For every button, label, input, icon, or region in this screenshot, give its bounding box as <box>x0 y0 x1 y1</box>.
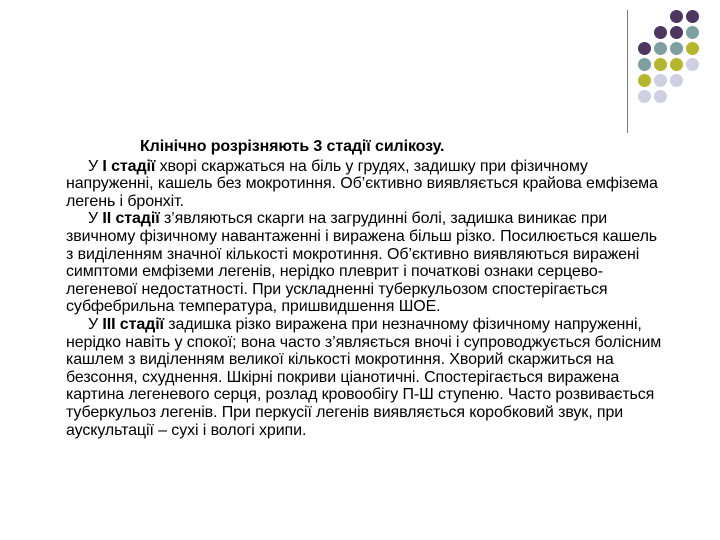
ornament-dot <box>638 90 651 103</box>
dot-grid-ornament <box>638 10 718 120</box>
ornament-dot <box>654 42 667 55</box>
stage-1-prefix: У <box>88 157 103 175</box>
ornament-dot <box>670 42 683 55</box>
paragraph-stage-2 <box>66 210 666 316</box>
stage-2-text: з’являються скарги на загрудинні болі, задишка виникає при звичному фізичному навантаженні і виражена більш різко. Посилюється кашель з виділенням значної кількості мокротиння. Об’єктивно виявляються виражені симптоми емфіземи легенів, нерідко плеврит і початкові ознаки серцево-легеневої недостатності. При ускладненні туберкульозом спостерігається субфебрильна температура, пришвидшення ШОЕ. <box>66 210 658 316</box>
stage-2-label: ІІ стадії <box>102 210 160 228</box>
stage-3-label: ІІІ стадії <box>102 315 164 333</box>
ornament-dot <box>686 10 699 23</box>
stage-2-prefix: У <box>88 210 103 228</box>
ornament-dot <box>686 42 699 55</box>
stage-3-text: задишка різко виражена при незначному фізичному напруженні, нерідко навіть у спокої; вона часто з’являється вночі і супроводжується болісним кашлем з виділенням великої кількості мокротиння. Хворий скаржиться на безсоння, схуднення. Шкірні покриви ціанотичні. Спостерігається виражена картина легеневого серця, розлад кровообігу П-Ш ступеню. Часто розвивається туберкульоз легенів. При перкусії легенів виявляється коробковий звук, при аускультації – сухі і вологі хрипи. <box>66 315 662 439</box>
ornament-dot <box>654 90 667 103</box>
slide-title: Клінічно розрізняють 3 стадії силікозу. <box>140 138 445 155</box>
ornament-dot <box>654 58 667 71</box>
paragraph-stage-3 <box>66 316 666 439</box>
ornament-dot <box>686 58 699 71</box>
paragraph-stage-1 <box>66 158 666 211</box>
vertical-divider <box>627 10 628 133</box>
ornament-dot <box>670 58 683 71</box>
ornament-dot <box>670 26 683 39</box>
slide-body <box>66 138 666 439</box>
stage-1-label: І стадії <box>102 157 156 175</box>
stage-3-prefix: У <box>88 315 103 333</box>
stage-1-text: хворі скаржаться на біль у грудях, задишку при фізичному напруженні, кашель без мокротиння. Об’єктивно виявляється крайова емфізема легень і бронхіт. <box>66 157 658 210</box>
ornament-dot <box>670 10 683 23</box>
ornament-dot <box>686 26 699 39</box>
ornament-dot <box>654 26 667 39</box>
ornament-dot <box>654 74 667 87</box>
ornament-dot <box>670 74 683 87</box>
ornament-dot <box>638 58 651 71</box>
ornament-dot <box>638 42 651 55</box>
ornament-dot <box>638 74 651 87</box>
